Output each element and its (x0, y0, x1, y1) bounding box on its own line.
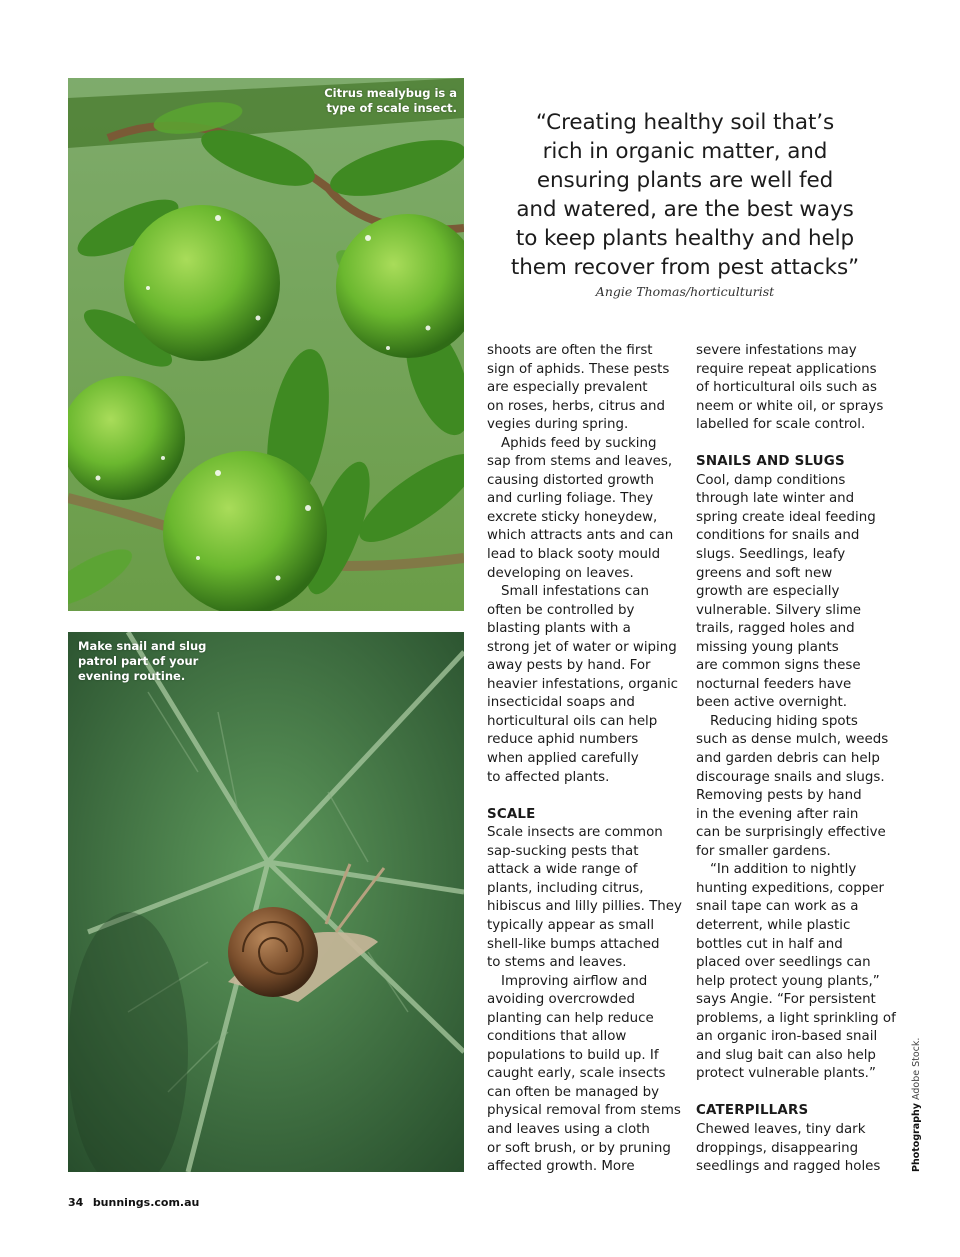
text-line: lead to black sooty mould (487, 547, 661, 563)
text-line: Small infestations can (501, 584, 649, 600)
text-line: and leaves using a cloth (487, 1121, 650, 1137)
text-line: physical removal from stems (487, 1103, 681, 1119)
citrus-photo (68, 78, 464, 611)
text-line: vulnerable. Silvery slime (696, 602, 862, 618)
text-line: shoots are often the first (487, 343, 653, 358)
text-line: conditions for snails and (696, 528, 860, 544)
citrus-photo-caption: Citrus mealybug is a type of scale insect. (324, 86, 457, 115)
text-line: spring create ideal feeding (696, 509, 876, 525)
text-line: snail tape can work as a (696, 899, 859, 915)
text-line: horticultural oils can help (487, 713, 658, 729)
text-line: hibiscus and lilly pillies. They (487, 899, 682, 915)
text-line: Improving airflow and (501, 973, 648, 989)
photo-credit-value: Adobe Stock. (911, 1037, 922, 1100)
text-line: discourage snails and slugs. (696, 769, 885, 785)
photo-credit-label: Photography (911, 1103, 922, 1172)
text-line: populations to build up. If (487, 1047, 659, 1063)
text-line: to affected plants. (487, 769, 610, 785)
text-line: can be surprisingly effective (696, 825, 886, 841)
text-line: strong jet of water or wiping (487, 639, 677, 655)
paragraph (487, 824, 687, 972)
text-line: bottles cut in half and (696, 936, 843, 952)
text-line: such as dense mulch, weeds (696, 732, 889, 748)
text-line: away pests by hand. For (487, 658, 651, 674)
text-line: growth are especially (696, 584, 840, 600)
text-line: shell-like bumps attached (487, 936, 660, 952)
page-number: 34 (68, 1196, 84, 1209)
text-line: affected growth. More (487, 1159, 635, 1175)
text-line: in the evening after rain (696, 806, 859, 822)
text-line: severe infestations may (696, 343, 857, 358)
text-line: on roses, herbs, citrus and (487, 398, 666, 414)
paragraph (696, 342, 896, 435)
text-line: caught early, scale insects (487, 1066, 666, 1082)
section-heading-scale: SCALE (487, 806, 536, 822)
pull-quote-line: them recover from pest attacks” (510, 255, 860, 280)
text-line: and slug bait can also help (696, 1047, 876, 1063)
text-line: placed over seedlings can (696, 955, 871, 971)
text-line: problems, a light sprinkling of (696, 1010, 896, 1026)
text-line: are common signs these (696, 658, 861, 674)
paragraph (487, 973, 687, 1177)
snail-photo (68, 632, 464, 1172)
pull-quote-line: and watered, are the best ways (516, 197, 854, 222)
text-line: greens and soft new (696, 565, 833, 581)
text-line: and garden debris can help (696, 751, 880, 767)
text-line: seedlings and ragged holes (696, 1159, 881, 1175)
page-footer (68, 1196, 199, 1209)
text-line: Chewed leaves, tiny dark (696, 1121, 866, 1137)
text-line: help protect young plants,” (696, 973, 880, 989)
text-line: protect vulnerable plants.” (696, 1066, 876, 1082)
text-line: been active overnight. (696, 695, 848, 711)
photo-credit (911, 1038, 922, 1172)
body-column-1 (487, 342, 687, 1177)
text-line: planting can help reduce (487, 1010, 654, 1026)
text-line: Removing pests by hand (696, 788, 862, 804)
text-line: labelled for scale control. (696, 417, 866, 433)
text-line: reduce aphid numbers (487, 732, 639, 748)
paragraph (696, 1121, 896, 1177)
text-line: an organic iron-based snail (696, 1029, 878, 1045)
text-line: plants, including citrus, (487, 880, 644, 896)
footer-website: bunnings.com.au (92, 1196, 200, 1209)
text-line: “In addition to nightly (710, 862, 857, 878)
text-line: are especially prevalent (487, 380, 648, 396)
pull-quote-line: rich in organic matter, and (542, 139, 828, 164)
text-line: missing young plants (696, 639, 839, 655)
text-line: through late winter and (696, 491, 855, 507)
text-line: hunting expeditions, copper (696, 880, 884, 896)
text-line: Scale insects are common (487, 825, 663, 841)
text-line: nocturnal feeders have (696, 676, 852, 692)
text-line: conditions that allow (487, 1029, 627, 1045)
text-line: droppings, disappearing (696, 1140, 859, 1156)
text-line: sap from stems and leaves, (487, 454, 673, 470)
text-line: Reducing hiding spots (710, 713, 858, 729)
text-line: Aphids feed by sucking (501, 435, 657, 451)
text-line: sap-sucking pests that (487, 843, 639, 859)
text-line: Cool, damp conditions (696, 472, 846, 488)
section-heading-snails-and-slugs: SNAILS AND SLUGS (696, 454, 845, 470)
text-line: developing on leaves. (487, 565, 634, 581)
text-line: says Angie. “For persistent (696, 992, 876, 1008)
text-line: attack a wide range of (487, 862, 638, 878)
text-line: and curling foliage. They (487, 491, 654, 507)
text-line: when applied carefully (487, 751, 639, 767)
text-line: insecticidal soaps and (487, 695, 635, 711)
text-line: for smaller gardens. (696, 843, 831, 859)
text-line: causing distorted growth (487, 472, 654, 488)
text-line: of horticultural oils such as (696, 380, 877, 396)
text-line: can often be managed by (487, 1084, 660, 1100)
text-line: to stems and leaves. (487, 955, 627, 971)
text-line: typically appear as small (487, 917, 655, 933)
paragraph (696, 861, 896, 1084)
text-line: often be controlled by (487, 602, 635, 618)
pull-quote-line: ensuring plants are well fed (536, 168, 834, 193)
paragraph (487, 583, 687, 787)
paragraph (696, 472, 896, 713)
text-line: heavier infestations, organic (487, 676, 679, 692)
snail-photo-caption: Make snail and slug patrol part of your evening routine. (78, 639, 207, 683)
section-heading-caterpillars: CATERPILLARS (696, 1103, 809, 1119)
text-line: avoiding overcrowded (487, 992, 636, 1008)
text-line: require repeat applications (696, 361, 877, 377)
text-line: slugs. Seedlings, leafy (696, 547, 846, 563)
pull-quote-line: “Creating healthy soil that’s (535, 110, 835, 135)
paragraph (487, 342, 687, 435)
text-line: neem or white oil, or sprays (696, 398, 884, 414)
pull-quote (490, 108, 880, 282)
body-column-2 (696, 342, 896, 1177)
text-line: blasting plants with a (487, 621, 631, 637)
pull-quote-line: to keep plants healthy and help (515, 226, 855, 251)
pull-quote-attribution: Angie Thomas/horticulturist (595, 284, 775, 299)
text-line: excrete sticky honeydew, (487, 509, 658, 525)
text-line: deterrent, while plastic (696, 917, 851, 933)
paragraph (487, 435, 687, 583)
text-line: vegies during spring. (487, 417, 629, 433)
text-line: sign of aphids. These pests (487, 361, 670, 377)
paragraph (696, 713, 896, 861)
text-line: or soft brush, or by pruning (487, 1140, 671, 1156)
text-line: which attracts ants and can (487, 528, 674, 544)
text-line: trails, ragged holes and (696, 621, 855, 637)
